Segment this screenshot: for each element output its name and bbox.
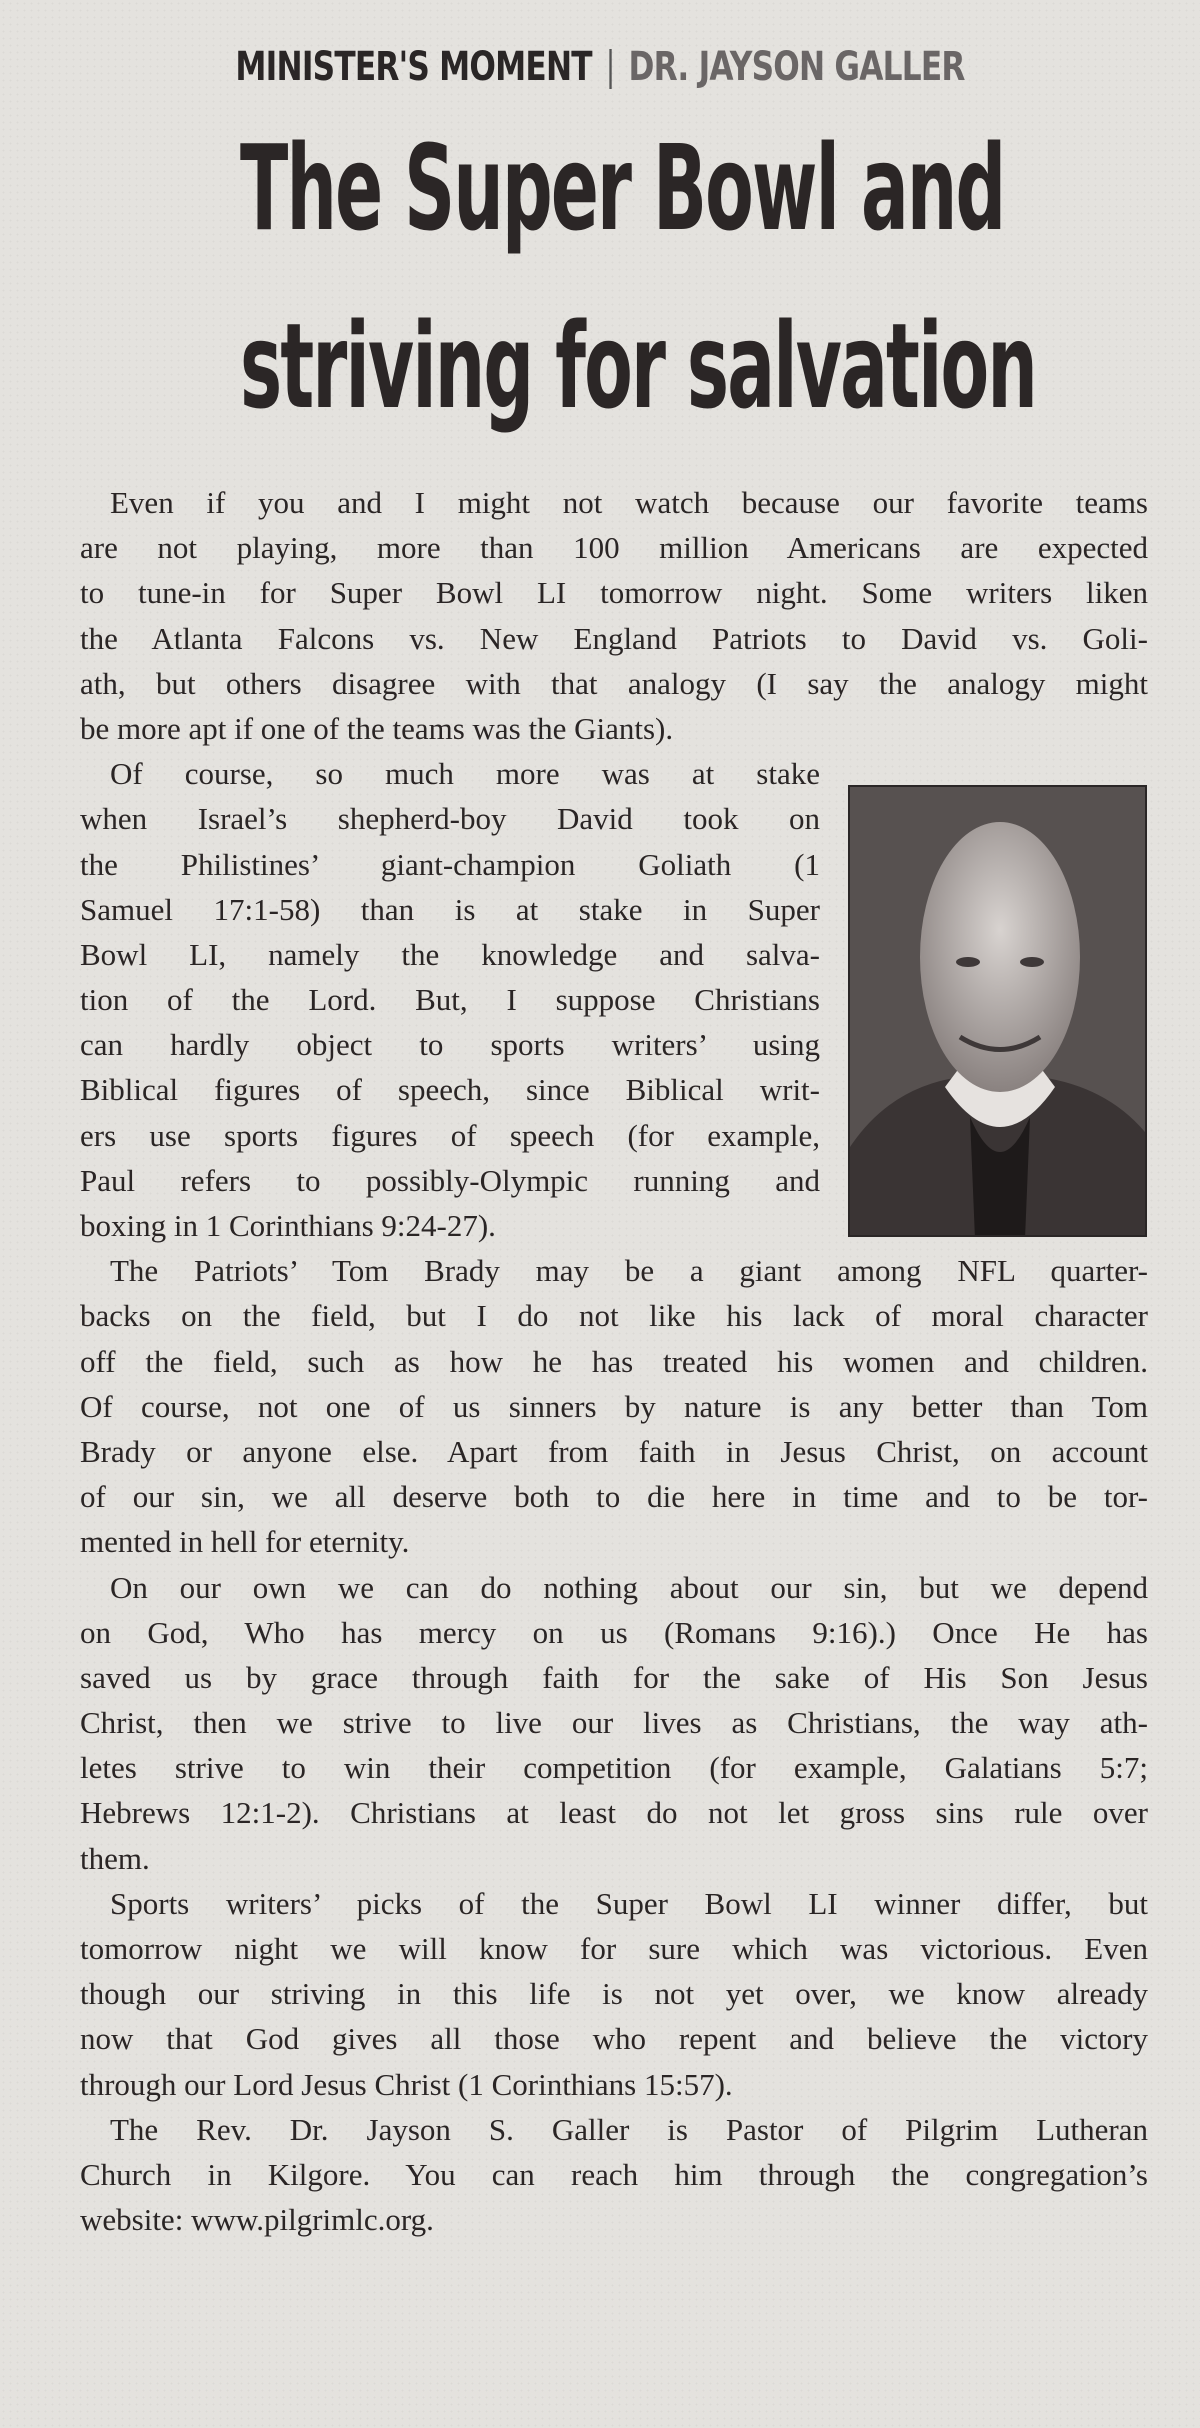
kicker-divider <box>609 49 611 89</box>
article-line: saved us by grace through faith for the sake of His Son Jesus <box>80 1659 1148 1695</box>
column-name: MINISTER'S MOMENT <box>235 44 592 90</box>
article-body <box>80 480 1148 2242</box>
headline-line-1: The Super Bowl and <box>240 119 1005 257</box>
article-line: ers use sports figures of speech (for example, <box>80 1117 820 1153</box>
article-line: boxing in 1 Corinthians 9:24-27). <box>80 1208 496 1243</box>
article-line: the Atlanta Falcons vs. New England Patriots to David vs. Goli- <box>80 620 1148 656</box>
article-line: Hebrews 12:1-2). Christians at least do not let gross sins rule over <box>80 1795 1148 1831</box>
article-line: tomorrow night we will know for sure which was victorious. Even <box>80 1931 1148 1966</box>
article-line: On our own we can do nothing about our sin, but we depend <box>110 1569 1148 1605</box>
article-line: Biblical figures of speech, since Biblical writ- <box>80 1072 820 1108</box>
article-line: are not playing, more than 100 million Americans are expected <box>80 530 1148 566</box>
article-line: Bowl LI, namely the knowledge and salva- <box>80 936 820 972</box>
article-line: off the field, such as how he has treated his women and children. <box>80 1343 1148 1379</box>
article-line: Church in Kilgore. You can reach him through the congregation’s <box>80 2156 1148 2192</box>
article-line: Samuel 17:1-58) than is at stake in Super <box>80 891 820 927</box>
article-line: The Rev. Dr. Jayson S. Galler is Pastor of Pilgrim Lutheran <box>110 2111 1148 2147</box>
article-line: when Israel’s shepherd-boy David took on <box>80 801 820 837</box>
article-line: The Patriots’ Tom Brady may be a giant among NFL quarter- <box>110 1253 1148 1289</box>
article-paragraph <box>80 1248 1148 1564</box>
article-line: them. <box>80 1840 150 1876</box>
article-line: Christ, then we strive to live our lives as Christians, the way ath- <box>80 1705 1148 1741</box>
article-line: of our sin, we all deserve both to die here in time and to be tor- <box>80 1479 1148 1515</box>
article-line: website: www.pilgrimlc.org. <box>80 2202 434 2238</box>
article-line: can hardly object to sports writers’ using <box>80 1027 820 1063</box>
article-line: letes strive to win their competition (for example, Galatians 5:7; <box>80 1750 1148 1786</box>
article-line: mented in hell for eternity. <box>80 1524 410 1560</box>
author-byline: DR. JAYSON GALLER <box>628 44 965 90</box>
article-line: tion of the Lord. But, I suppose Christians <box>80 982 820 1018</box>
article-paragraph <box>80 751 1148 1248</box>
article-line: though our striving in this life is not yet over, we know already <box>80 1976 1148 2012</box>
article-line: be more apt if one of the teams was the Giants). <box>80 710 674 746</box>
article-line: the Philistines’ giant-champion Goliath (1 <box>80 846 820 882</box>
column-kicker <box>132 44 1068 90</box>
article-line: through our Lord Jesus Christ (1 Corinthians 15:57). <box>80 2066 733 2102</box>
article-line: Of course, not one of us sinners by nature is any better than Tom <box>80 1388 1148 1424</box>
article-line: Of course, so much more was at stake <box>110 756 820 792</box>
article-paragraph <box>80 1881 1148 2107</box>
article-paragraph <box>80 480 1148 751</box>
headline-line-2: striving for salvation <box>240 297 1037 435</box>
article-line: now that God gives all those who repent and believe the victory <box>80 2021 1148 2057</box>
article-line: Paul refers to possibly-Olympic running and <box>80 1162 820 1198</box>
article-line: Brady or anyone else. Apart from faith in Jesus Christ, on account <box>80 1433 1148 1469</box>
article-line: ath, but others disagree with that analogy (I say the analogy might <box>80 665 1148 701</box>
article-paragraph <box>80 2107 1148 2243</box>
article-line: Sports writers’ picks of the Super Bowl LI winner differ, but <box>110 1885 1148 1921</box>
article-line: Even if you and I might not watch because our favorite teams <box>110 485 1148 520</box>
article-line: on God, Who has mercy on us (Romans 9:16).) Once He has <box>80 1614 1148 1650</box>
article-line: backs on the field, but I do not like his lack of moral character <box>80 1298 1148 1334</box>
article-line: to tune-in for Super Bowl LI tomorrow night. Some writers liken <box>80 575 1148 611</box>
article-paragraph <box>80 1565 1148 1881</box>
